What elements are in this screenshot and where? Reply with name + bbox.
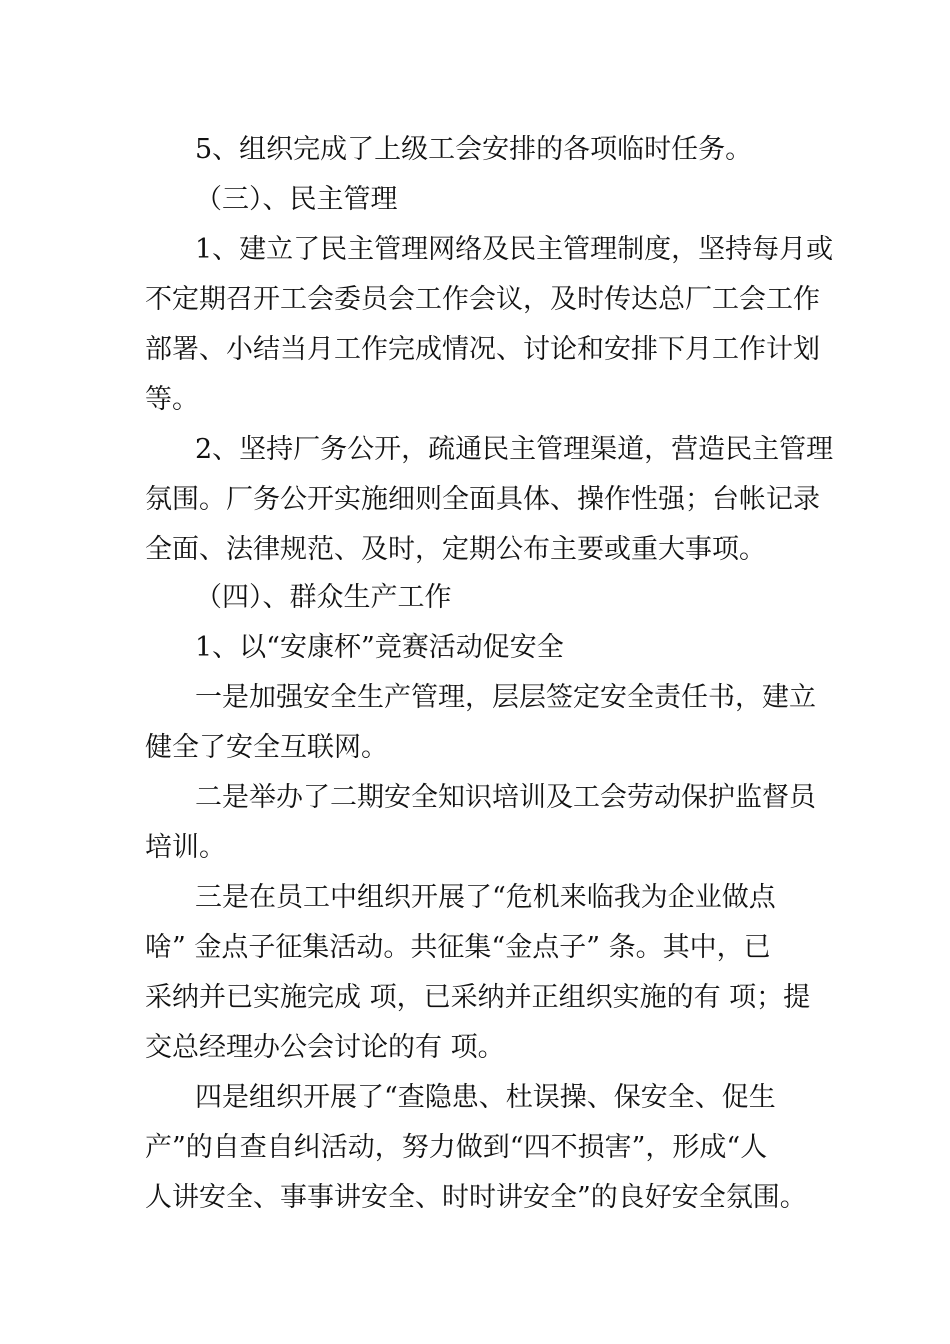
text-line: 2、坚持厂务公开，疏通民主管理渠道，营造民主管理 xyxy=(195,434,834,465)
text-line: 健全了安全互联网。 xyxy=(145,732,388,763)
text-line: 产”的自查自纠活动，努力做到“四不损害”，形成“人 xyxy=(145,1132,768,1163)
text-line: 人讲安全、事事讲安全、时时讲安全”的良好安全氛围。 xyxy=(145,1182,807,1213)
text-line: 啥” 金点子征集活动。共征集“金点子” 条。其中，已 xyxy=(145,932,771,963)
text-line: 全面、法律规范、及时，定期公布主要或重大事项。 xyxy=(145,534,766,565)
text-line: 等。 xyxy=(145,384,199,415)
text-line: 部署、小结当月工作完成情况、讨论和安排下月工作计划 xyxy=(145,334,820,365)
text-line: 一是加强安全生产管理，层层签定安全责任书，建立 xyxy=(195,682,816,713)
text-line: 1、建立了民主管理网络及民主管理制度，坚持每月或 xyxy=(195,234,834,265)
text-line: 5、组织完成了上级工会安排的各项临时任务。 xyxy=(195,134,753,165)
text-line: 不定期召开工会委员会工作会议，及时传达总厂工会工作 xyxy=(145,284,820,315)
section-heading: （三）、民主管理 xyxy=(195,184,398,215)
text-line: 四是组织开展了“查隐患、杜误操、保安全、促生 xyxy=(195,1082,776,1113)
text-line: 交总经理办公会讨论的有 项。 xyxy=(145,1032,505,1063)
section-heading: （四）、群众生产工作 xyxy=(195,582,452,613)
text-line: 培训。 xyxy=(145,832,226,863)
text-line: 三是在员工中组织开展了“危机来临我为企业做点 xyxy=(195,882,776,913)
text-line: 氛围。厂务公开实施细则全面具体、操作性强；台帐记录 xyxy=(145,484,820,515)
text-line: 二是举办了二期安全知识培训及工会劳动保护监督员 xyxy=(195,782,816,813)
subheading: 1、以“安康杯”竞赛活动促安全 xyxy=(195,632,564,663)
text-line: 采纳并已实施完成 项，已采纳并正组织实施的有 项；提 xyxy=(145,982,811,1013)
